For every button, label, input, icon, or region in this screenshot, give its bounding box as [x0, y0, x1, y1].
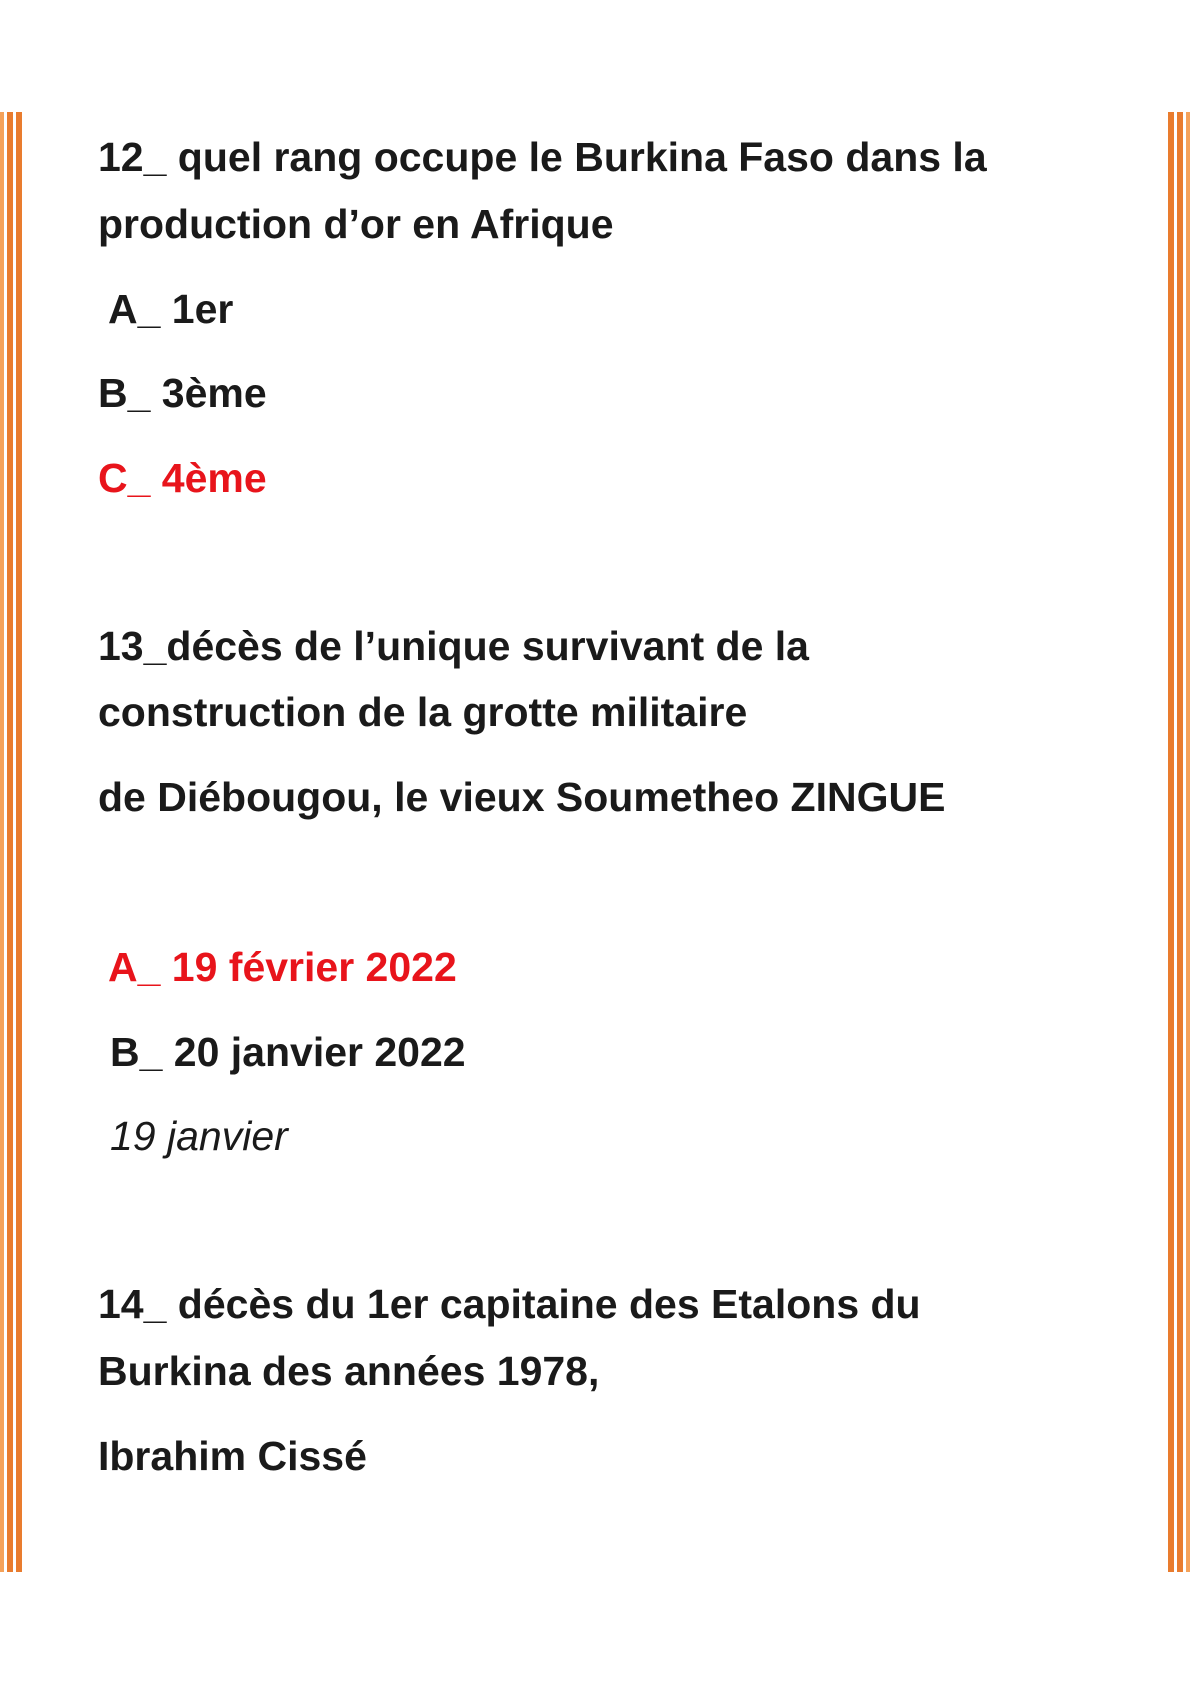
question-12-option-b: B_ 3ème: [98, 370, 267, 416]
question-13-line-3: de Diébougou, le vieux Soumetheo ZINGUE: [98, 774, 946, 820]
question-13-option-c: 19 janvier: [110, 1113, 288, 1159]
question-12-line-1: 12_ quel rang occupe le Burkina Faso dans la: [98, 134, 987, 180]
question-12-option-c-answer: C_ 4ème: [98, 455, 267, 501]
right-page-border: [1164, 112, 1190, 1572]
question-13-option-b: B_ 20 janvier 2022: [110, 1029, 466, 1075]
question-14-line-2: Burkina des années 1978,: [98, 1348, 600, 1394]
question-12-option-a: A_ 1er: [108, 286, 234, 332]
question-13-option-a-answer: A_ 19 février 2022: [108, 944, 457, 990]
question-12-line-2: production d’or en Afrique: [98, 201, 614, 247]
question-14-line-1: 14_ décès du 1er capitaine des Etalons du: [98, 1281, 921, 1327]
question-13-line-2: construction de la grotte militaire: [98, 689, 748, 735]
question-14-line-3: Ibrahim Cissé: [98, 1433, 367, 1479]
left-page-border: [0, 112, 26, 1572]
question-13-line-1: 13_décès de l’unique survivant de la: [98, 623, 809, 669]
